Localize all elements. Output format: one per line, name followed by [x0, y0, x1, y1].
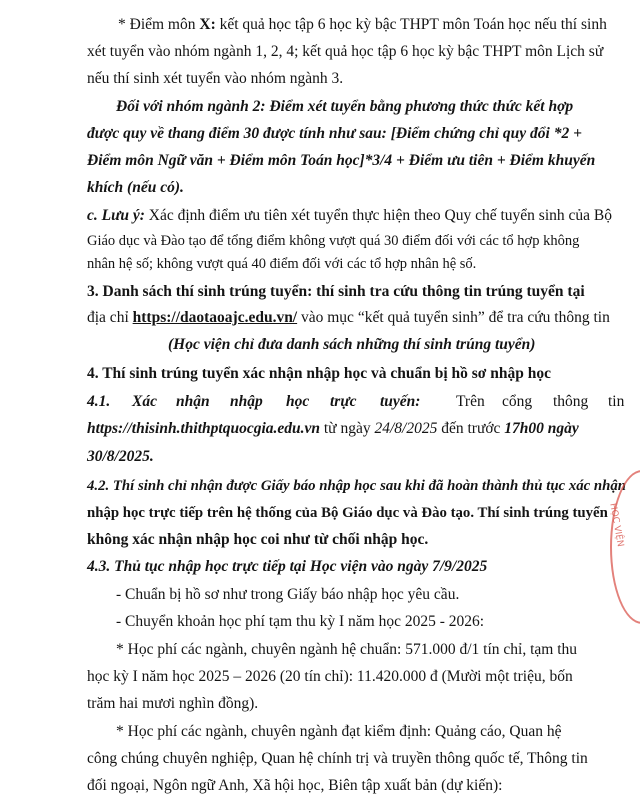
para-line	[87, 205, 612, 227]
para-line	[87, 307, 610, 329]
para-line: được quy về thang điểm 30 được tính như sau: [Điểm chứng chỉ quy đổi *2 +	[87, 125, 582, 142]
para-line: học kỳ I năm học 2025 – 2026 (20 tín chỉ): 11.420.000 đ (Mười một triệu, bốn	[87, 668, 573, 685]
para-line: Điểm môn Ngữ văn + Điểm môn Toán học]*3/4 + Điểm ưu tiên + Điểm khuyến	[87, 152, 596, 169]
para-line: * Học phí các ngành, chuyên ngành đạt kiểm định: Quảng cáo, Quan hệ	[116, 723, 562, 740]
para-line	[118, 14, 607, 36]
word: trực	[330, 393, 357, 410]
word: thông	[553, 393, 589, 410]
word: tin	[608, 393, 625, 410]
para-line: 4.2. Thí sinh chỉ nhận được Giấy báo nhập học sau khi đã hoàn thành thủ tục xác nhận	[87, 478, 626, 494]
para-line: công chúng chuyên nghiệp, Quan hệ chính trị và truyền thông quốc tế, Thông tin	[87, 750, 588, 767]
para-line: Giáo dục và Đào tạo để tổng điểm không vượt quá 30 điểm đối với các tổ hợp không	[87, 233, 580, 249]
deadline: 17h00 ngày	[504, 420, 579, 437]
word: học	[286, 393, 310, 410]
website-link[interactable]: https://daotaoajc.edu.vn/	[132, 309, 298, 326]
portal-url[interactable]: https://thisinh.thithptquocgia.edu.vn	[87, 420, 320, 437]
word: cổng	[502, 393, 533, 410]
list-item: - Chuyển khoản học phí tạm thu kỳ I năm học 2025 - 2026:	[116, 613, 485, 630]
text: Xác định điểm ưu tiên xét tuyển thực hiện theo Quy chế tuyển sinh của Bộ	[144, 207, 612, 224]
para-line: * Học phí các ngành, chuyên ngành hệ chuẩn: 571.000 đ/1 tín chỉ, tạm thu	[116, 641, 578, 658]
subsection-heading: 4.3. Thủ tục nhập học trực tiếp tại Học viện vào ngày 7/9/2025	[87, 558, 488, 575]
text: * Điểm môn	[118, 16, 200, 33]
para-line: nhân hệ số; không vượt quá 40 điểm đối với các tổ hợp nhân hệ số.	[87, 256, 477, 272]
word: tuyến:	[380, 393, 421, 410]
para-line: không xác nhận nhập học coi như từ chối nhập học.	[87, 531, 429, 548]
text: vào mục “kết quả tuyển sinh” để tra cứu thông tin	[297, 309, 610, 326]
word: nhập	[230, 393, 263, 410]
word: nhận	[176, 393, 210, 410]
para-line	[87, 418, 579, 440]
word: Trên	[456, 393, 485, 410]
text: từ ngày	[320, 420, 375, 437]
para-line: Đối với nhóm ngành 2: Điểm xét tuyển bằng phương thức thức kết hợp	[116, 98, 574, 115]
text: đến trước	[437, 420, 505, 437]
para-line: xét tuyển vào nhóm ngành 1, 2, 4; kết quả học tập 6 học kỳ bậc THPT môn Lịch sử	[87, 43, 604, 60]
list-item: - Chuẩn bị hồ sơ như trong Giấy báo nhập học yêu cầu.	[116, 586, 460, 603]
para-line: đối ngoại, Ngôn ngữ Anh, Xã hội học, Biên tập xuất bản (dự kiến):	[87, 777, 503, 794]
para-line: khích (nếu có).	[87, 179, 184, 196]
para-line: nhập học trực tiếp trên hệ thống của Bộ Giáo dục và Đào tạo. Thí sinh trúng tuyển	[87, 505, 608, 521]
text: kết quả học tập 6 học kỳ bậc THPT môn Toán học nếu thí sinh	[215, 16, 607, 33]
para-line: trăm hai mươi nghìn đồng).	[87, 695, 259, 712]
date: 24/8/2025	[374, 420, 438, 437]
stamp-text: HỌC VIỆN	[607, 502, 625, 548]
word: Xác	[132, 393, 157, 410]
note-label: c. Lưu ý:	[87, 207, 145, 224]
word: 4.1.	[87, 393, 111, 410]
para-line: 30/8/2025.	[87, 448, 154, 465]
para-line: (Học viện chỉ đưa danh sách những thí sinh trúng tuyển)	[168, 336, 536, 353]
section-heading: 4. Thí sinh trúng tuyển xác nhận nhập học và chuẩn bị hồ sơ nhập học	[87, 365, 551, 382]
section-heading: 3. Danh sách thí sinh trúng tuyển: thí sinh tra cứu thông tin trúng tuyển tại	[87, 283, 585, 300]
text-bold: X:	[199, 16, 216, 33]
text: địa chỉ	[87, 309, 133, 326]
para-line: nếu thí sinh xét tuyển vào nhóm ngành 3.	[87, 70, 344, 87]
